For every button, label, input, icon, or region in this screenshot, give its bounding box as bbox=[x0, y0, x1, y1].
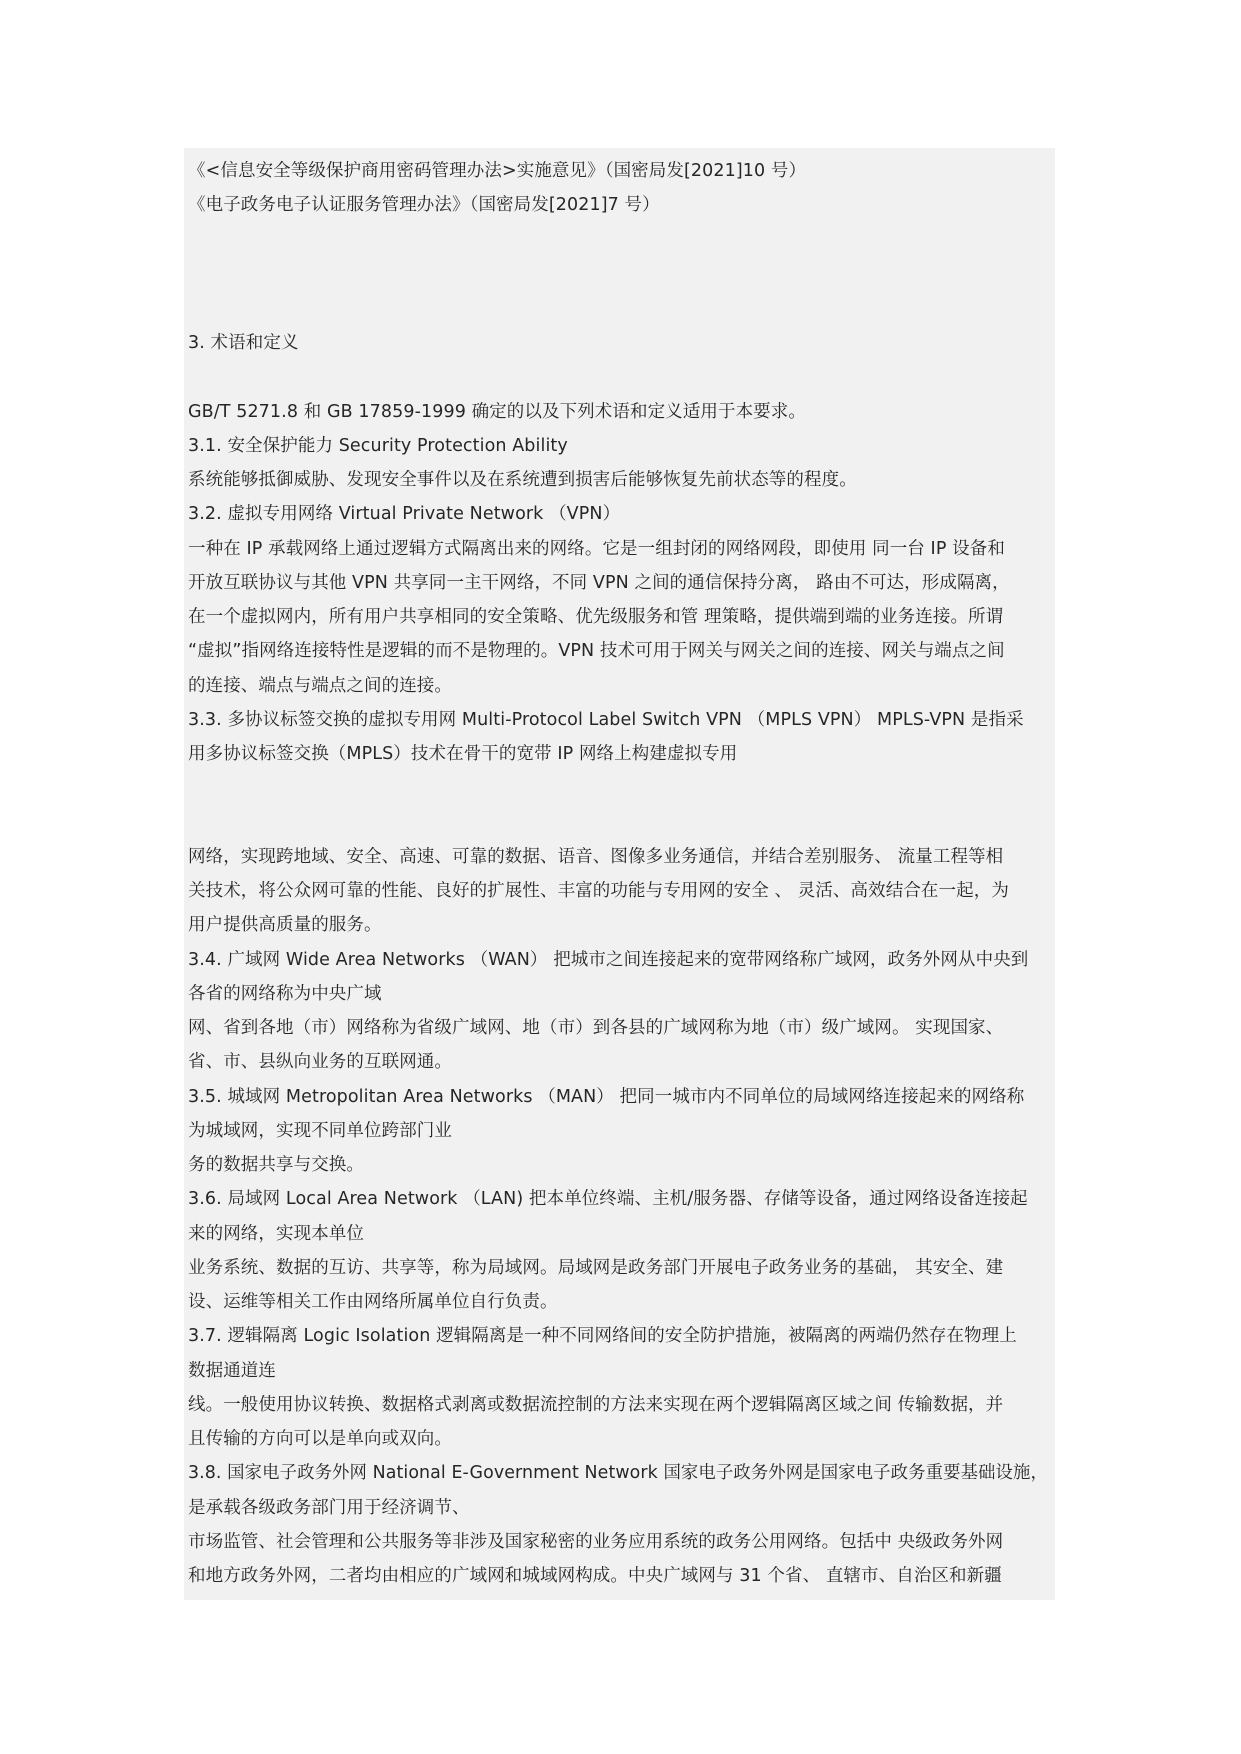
term-heading: 3.4. 广域网 Wide Area Networks （WAN） 把城市之间连接起来的宽带网络称广域网，政务外网从中央到 bbox=[188, 950, 1029, 970]
term-heading: 3.5. 城域网 Metropolitan Area Networks （MAN） 把同一城市内不同单位的局域网络连接起来的网络称 bbox=[188, 1087, 1025, 1107]
term-body: 和地方政务外网，二者均由相应的广域网和城域网构成。中央广域网与 31 个省、 直辖市、自治区和新疆 bbox=[188, 1566, 1002, 1586]
term-heading: 3.1. 安全保护能力 Security Protection Ability bbox=[188, 436, 568, 456]
term-body: 业务系统、数据的互访、共享等，称为局域网。局域网是政务部门开展电子政务业务的基础， 其安全、建 bbox=[188, 1258, 1004, 1278]
term-body: 的连接、端点与端点之间的连接。 bbox=[188, 676, 452, 696]
term-body: 一种在 IP 承载网络上通过逻辑方式隔离出来的网络。它是一组封闭的网络网段，即使用 同一台 IP 设备和 bbox=[188, 539, 1005, 559]
term-body: 设、运维等相关工作由网络所属单位自行负责。 bbox=[188, 1292, 558, 1312]
term-body: 务的数据共享与交换。 bbox=[188, 1155, 364, 1175]
term-body: 用多协议标签交换（MPLS）技术在骨干的宽带 IP 网络上构建虚拟专用 bbox=[188, 744, 738, 764]
term-body: 系统能够抵御威胁、发现安全事件以及在系统遭到损害后能够恢复先前状态等的程度。 bbox=[188, 470, 857, 490]
term-heading: 3.7. 逻辑隔离 Logic Isolation 逻辑隔离是一种不同网络间的安全防护措施，被隔离的两端仍然存在物理上 bbox=[188, 1326, 1017, 1346]
term-body: 数据通道连 bbox=[188, 1361, 276, 1381]
term-body: 关技术，将公众网可靠的性能、良好的扩展性、丰富的功能与专用网的安全 、 灵活、高效结合在一起，为 bbox=[188, 881, 1009, 901]
intro-text: GB/T 5271.8 和 GB 17859-1999 确定的以及下列术语和定义适用于本要求。 bbox=[188, 402, 806, 422]
term-body: 网、省到各地（市）网络称为省级广域网、地（市）到各县的广域网称为地（市）级广域网。 实现国家、 bbox=[188, 1018, 1004, 1038]
reference-line: 《<信息安全等级保护商用密码管理办法>实施意见》（国密局发[2021]10 号） bbox=[188, 161, 807, 181]
term-heading: 3.8. 国家电子政务外网 National E-Government Network 国家电子政务外网是国家电子政务重要基础设施， bbox=[188, 1463, 1048, 1483]
term-body: 且传输的方向可以是单向或双向。 bbox=[188, 1429, 452, 1449]
section-title: 3. 术语和定义 bbox=[188, 333, 299, 353]
term-body: 省、市、县纵向业务的互联网通。 bbox=[188, 1052, 452, 1072]
term-heading: 3.6. 局域网 Local Area Network （LAN) 把本单位终端、主机/服务器、存储等设备，通过网络设备连接起 bbox=[188, 1189, 1028, 1209]
term-body: 市场监管、社会管理和公共服务等非涉及国家秘密的业务应用系统的政务公用网络。包括中 央级政务外网 bbox=[188, 1532, 1004, 1552]
content-panel bbox=[184, 148, 1055, 1600]
term-body: 用户提供高质量的服务。 bbox=[188, 915, 382, 935]
term-heading: 3.2. 虚拟专用网络 Virtual Private Network （VPN） bbox=[188, 504, 621, 524]
term-body: 在一个虚拟网内，所有用户共享相同的安全策略、优先级服务和管 理策略，提供端到端的业务连接。所谓 bbox=[188, 607, 1004, 627]
term-body: 为城域网，实现不同单位跨部门业 bbox=[188, 1121, 452, 1141]
term-body: 开放互联协议与其他 VPN 共享同一主干网络，不同 VPN 之间的通信保持分离， 路由不可达，形成隔离， bbox=[188, 573, 1010, 593]
reference-line: 《电子政务电子认证服务管理办法》（国密局发[2021]7 号） bbox=[188, 195, 660, 215]
term-body: 各省的网络称为中央广域 bbox=[188, 984, 382, 1004]
term-body: “虚拟”指网络连接特性是逻辑的而不是物理的。VPN 技术可用于网关与网关之间的连接、网关与端点之间 bbox=[188, 641, 1005, 661]
term-heading: 3.3. 多协议标签交换的虚拟专用网 Multi-Protocol Label Switch VPN （MPLS VPN） MPLS-VPN 是指采 bbox=[188, 710, 1024, 730]
term-body: 线。一般使用协议转换、数据格式剥离或数据流控制的方法来实现在两个逻辑隔离区域之间 传输数据，并 bbox=[188, 1395, 1004, 1415]
term-body: 是承载各级政务部门用于经济调节、 bbox=[188, 1498, 470, 1518]
term-body: 来的网络，实现本单位 bbox=[188, 1224, 364, 1244]
term-body: 网络，实现跨地域、安全、高速、可靠的数据、语音、图像多业务通信，并结合差别服务、 流量工程等相 bbox=[188, 847, 1004, 867]
